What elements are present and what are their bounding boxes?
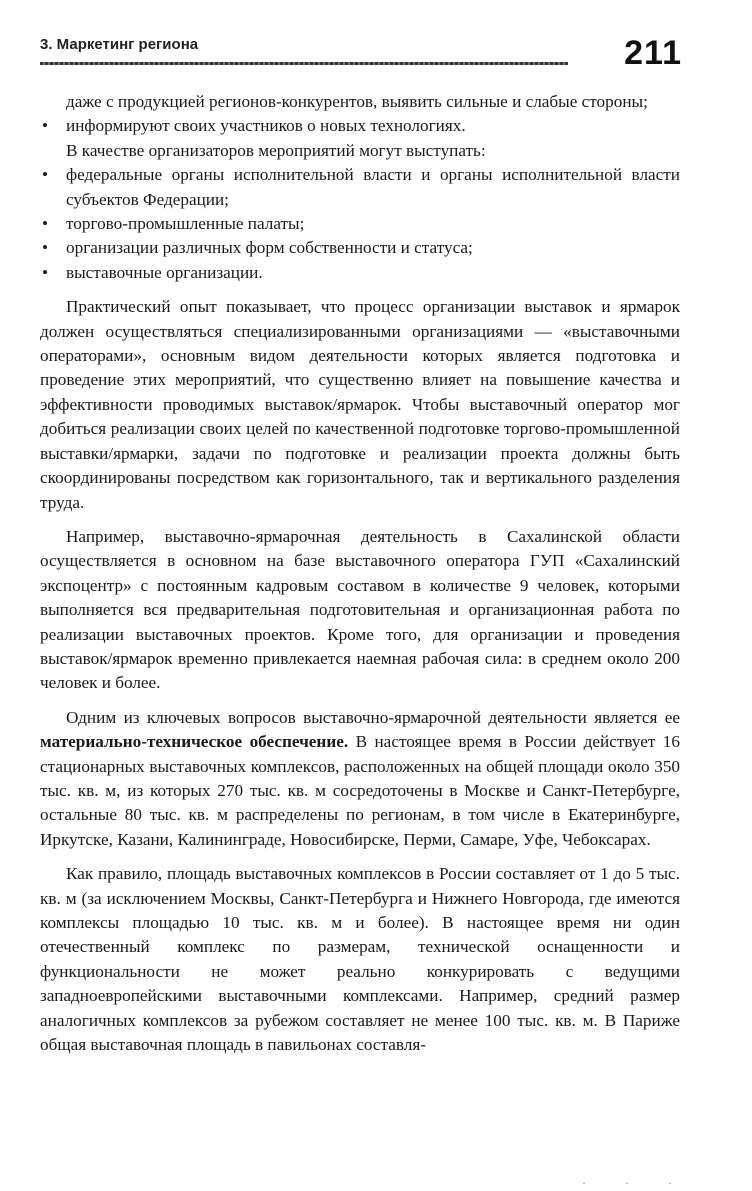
continued-list-item: даже с продукцией регионов-конкурентов, выявить сильные и слабые стороны; bbox=[66, 92, 648, 111]
paragraph-text: В настоящее время в России действует 16 стационарных выставочных комплексов, расположенных на общей площади около 350 тыс. кв. м, из которых 270 тыс. кв. м сосредоточены в Москве и Санкт-Петербурге, остальные 80 тыс. кв. м распределены по регионам, в том числе в Екатеринбурге, Иркутске, Казани, Калининграде, Новосибирске, Перми, Самаре, Уфе, Чебоксарах. bbox=[40, 732, 680, 849]
header-rule bbox=[40, 62, 568, 65]
paragraph-text: Одним из ключевых вопросов выставочно-ярмарочной деятельности является ее bbox=[66, 707, 680, 727]
paragraph-material-base bbox=[40, 706, 680, 852]
list-item: • федеральные органы исполнительной власти и органы исполнительной власти субъектов Федерации; bbox=[40, 163, 680, 212]
page-number: 211 bbox=[624, 34, 682, 72]
running-head-title: 3. Маркетинг региона bbox=[40, 36, 199, 53]
paragraph-sakhalin-example: Например, выставочно-ярмарочная деятельность в Сахалинской области осуществляется в основном на базе выставочного оператора ГУП «Сахалинский экспоцентр» с постоянным кадровым составом в количестве 9 человек, которыми выполняется вся предварительная подготовительная и организационная работа по реализации выставочных проектов. Кроме того, для организации и проведения выставок/ярмарок временно привлекается наемная рабочая сила: в среднем около 200 человек и более. bbox=[40, 526, 680, 693]
list-item: • информируют своих участников о новых технологиях. bbox=[40, 114, 680, 138]
list-item: • выставочные организации. bbox=[40, 261, 680, 285]
organizers-intro: В качестве организаторов мероприятий могут выступать: bbox=[66, 140, 486, 160]
bullet-list-2 bbox=[40, 163, 680, 285]
list-item: • организации различных форм собственности и статуса; bbox=[40, 236, 680, 260]
paragraph-exhibition-operators: Практический опыт показывает, что процесс организации выставок и ярмарок должен осуществляться специализированными организациями — «выставочными операторами», основным видом деятельности которых является подготовка и проведение этих мероприятий, что существенно влияет на повышение качества и эффективности проводимых выставок/ярмарок. Чтобы выставочный оператор мог добиться реализации своих целей по качественной подготовке торгово-промышленной выставки/ярмарки, задачи по подготовке и реализации проекта должны быть скоординированы посредством как горизонтального, так и вертикального разделения труда. bbox=[40, 297, 680, 512]
page-body bbox=[40, 90, 680, 1057]
bold-term: материально-техническое обеспечение. bbox=[40, 732, 349, 752]
list-item: • торгово-промышленные палаты; bbox=[40, 212, 680, 236]
paragraph-complex-sizes: Как правило, площадь выставочных комплексов в России составляет от 1 до 5 тыс. кв. м (за исключением Москвы, Санкт-Петербурга и Нижнего Новгорода, где имеются комплексы площадью 10 тыс. кв. м и более). В настоящее время ни один отечественный комплекс по размерам, технической оснащенности и функциональности не может реально конкурировать с ведущими западноевропейскими выставочными комплексами. Например, средний размер аналогичных комплексов за рубежом составляет не менее 100 тыс. кв. м. В Париже общая выставочная площадь в павильонах составля- bbox=[40, 864, 680, 1055]
bullet-list-1 bbox=[40, 114, 680, 138]
scan-artifacts: · · · bbox=[582, 1176, 690, 1190]
